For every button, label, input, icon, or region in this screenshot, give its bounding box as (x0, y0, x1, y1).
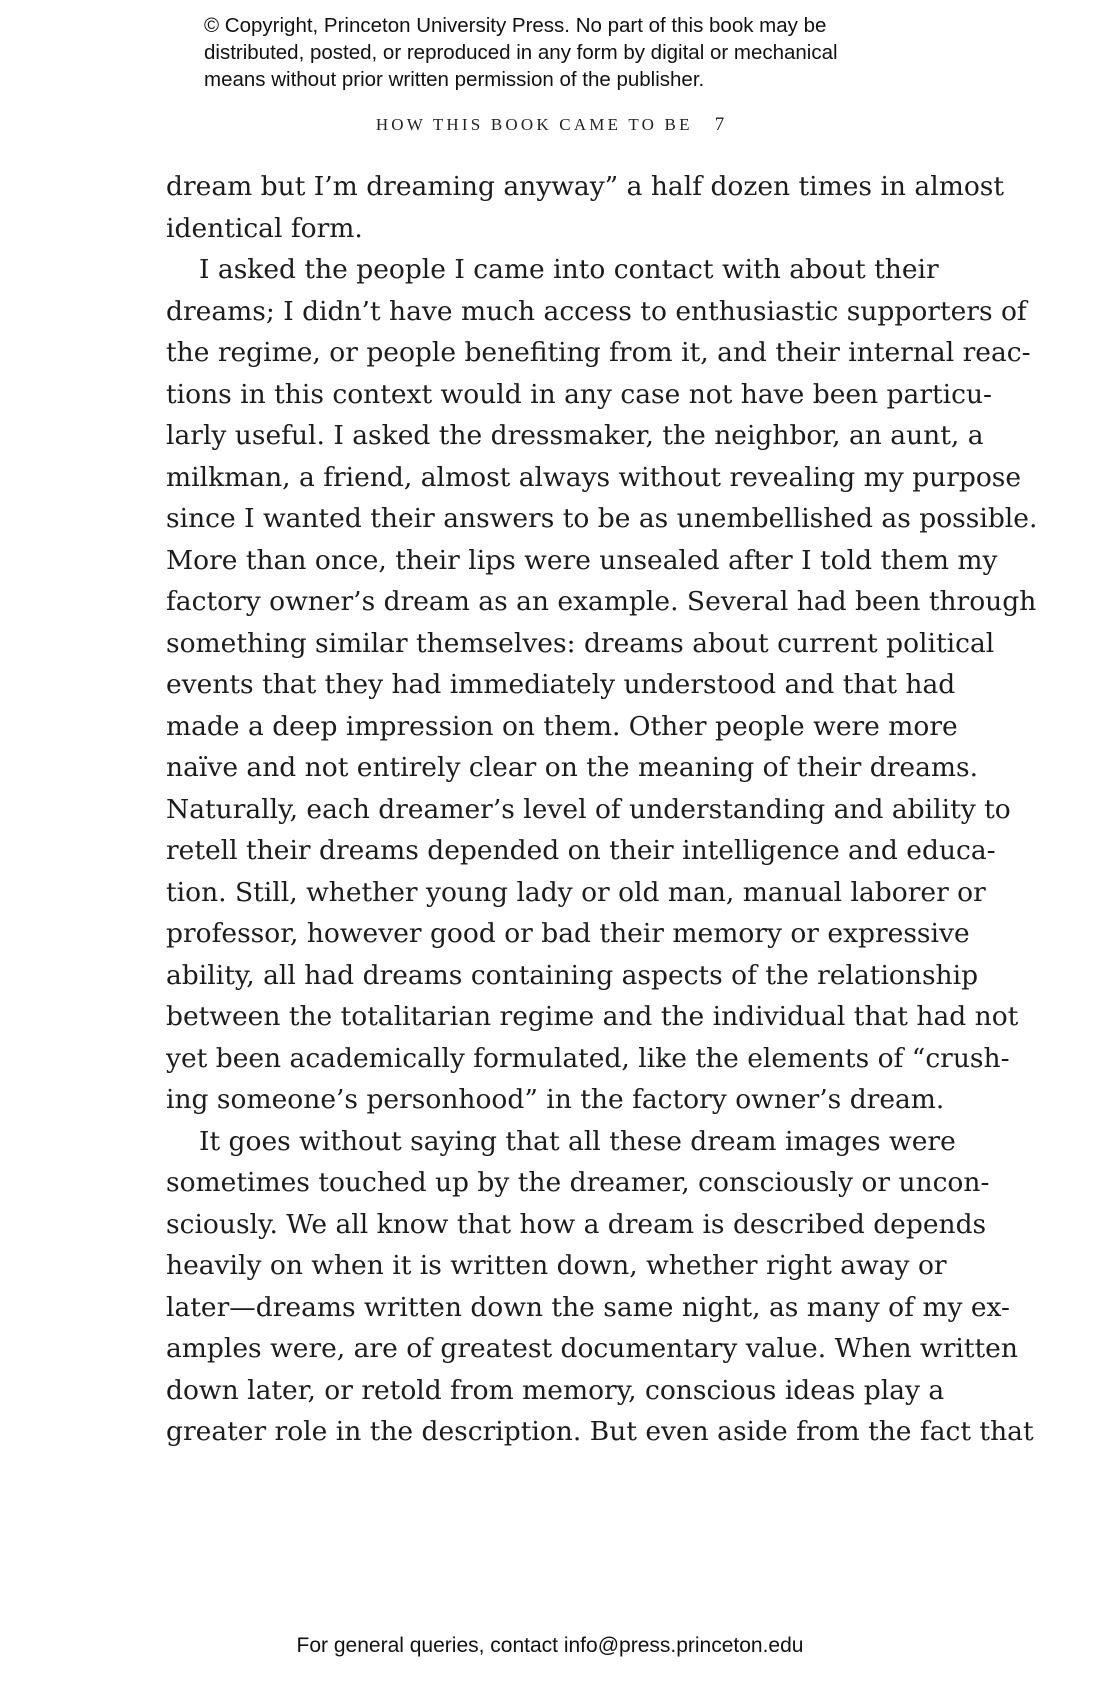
copyright-line: distributed, posted, or reproduced in any form by digital or mechanical (204, 41, 838, 64)
text-line: dream but I’m dreaming anyway” a half dozen times in almost (166, 171, 1005, 202)
text-line: yet been academically formulated, like the elements of “crush- (166, 1042, 1010, 1074)
page-number: 7 (714, 114, 725, 135)
text-line: dreams; I didn’t have much access to enthusiastic supporters of (166, 295, 1027, 327)
text-line: sometimes touched up by the dreamer, consciously or uncon- (166, 1167, 990, 1198)
text-line: sciously. We all know that how a dream is described depends (166, 1208, 987, 1240)
footer-contact: For general queries, contact info@press.princeton.edu (296, 1634, 804, 1657)
running-head-title: HOW THIS BOOK CAME TO BE (375, 115, 693, 134)
text-line: ing someone’s personhood” in the factory owner’s dream. (166, 1084, 945, 1115)
text-line: larly useful. I asked the dressmaker, the neighbor, an aunt, a (166, 420, 984, 451)
copyright-line: © Copyright, Princeton University Press. No part of this book may be (204, 14, 827, 37)
text-line: tions in this context would in any case not have been particu- (166, 378, 992, 410)
text-line: Naturally, each dreamer’s level of understanding and ability to (166, 793, 1011, 825)
text-line: later—dreams written down the same night, as many of my ex- (166, 1291, 1010, 1323)
text-line: down later, or retold from memory, conscious ideas play a (166, 1374, 945, 1406)
text-line: greater role in the description. But even aside from the fact that (166, 1416, 1034, 1447)
text-line: something similar themselves: dreams about current political (166, 627, 995, 659)
text-line: between the totalitarian regime and the individual that had not (166, 1001, 1019, 1032)
text-line: professor, however good or bad their memory or expressive (166, 918, 970, 949)
text-line: I asked the people I came into contact with about their (199, 254, 939, 285)
text-line: More than once, their lips were unsealed after I told them my (166, 544, 998, 576)
text-line: It goes without saying that all these dream images were (199, 1125, 956, 1157)
text-line: factory owner’s dream as an example. Several had been through (166, 586, 1037, 617)
running-head (0, 114, 1100, 136)
body-text (166, 166, 1038, 1453)
text-line: tion. Still, whether young lady or old man, manual laborer or (166, 876, 986, 908)
text-line: naïve and not entirely clear on the meaning of their dreams. (166, 752, 979, 783)
text-line: since I wanted their answers to be as unembellished as possible. (166, 503, 1038, 534)
copyright-line: means without prior written permission of the publisher. (204, 68, 705, 91)
text-line: retell their dreams depended on their intelligence and educa- (166, 835, 996, 866)
text-line: the regime, or people benefiting from it, and their internal reac- (166, 337, 1031, 368)
text-line: ability, all had dreams containing aspects of the relationship (166, 959, 979, 991)
text-line: amples were, are of greatest documentary value. When written (166, 1333, 1018, 1364)
text-line: identical form. (166, 212, 363, 244)
text-line: events that they had immediately understood and that had (166, 669, 956, 700)
text-line: heavily on when it is written down, whether right away or (166, 1250, 947, 1281)
copyright-notice (204, 12, 924, 93)
text-line: made a deep impression on them. Other people were more (166, 710, 958, 742)
text-line: milkman, a friend, almost always without revealing my purpose (166, 461, 1022, 493)
